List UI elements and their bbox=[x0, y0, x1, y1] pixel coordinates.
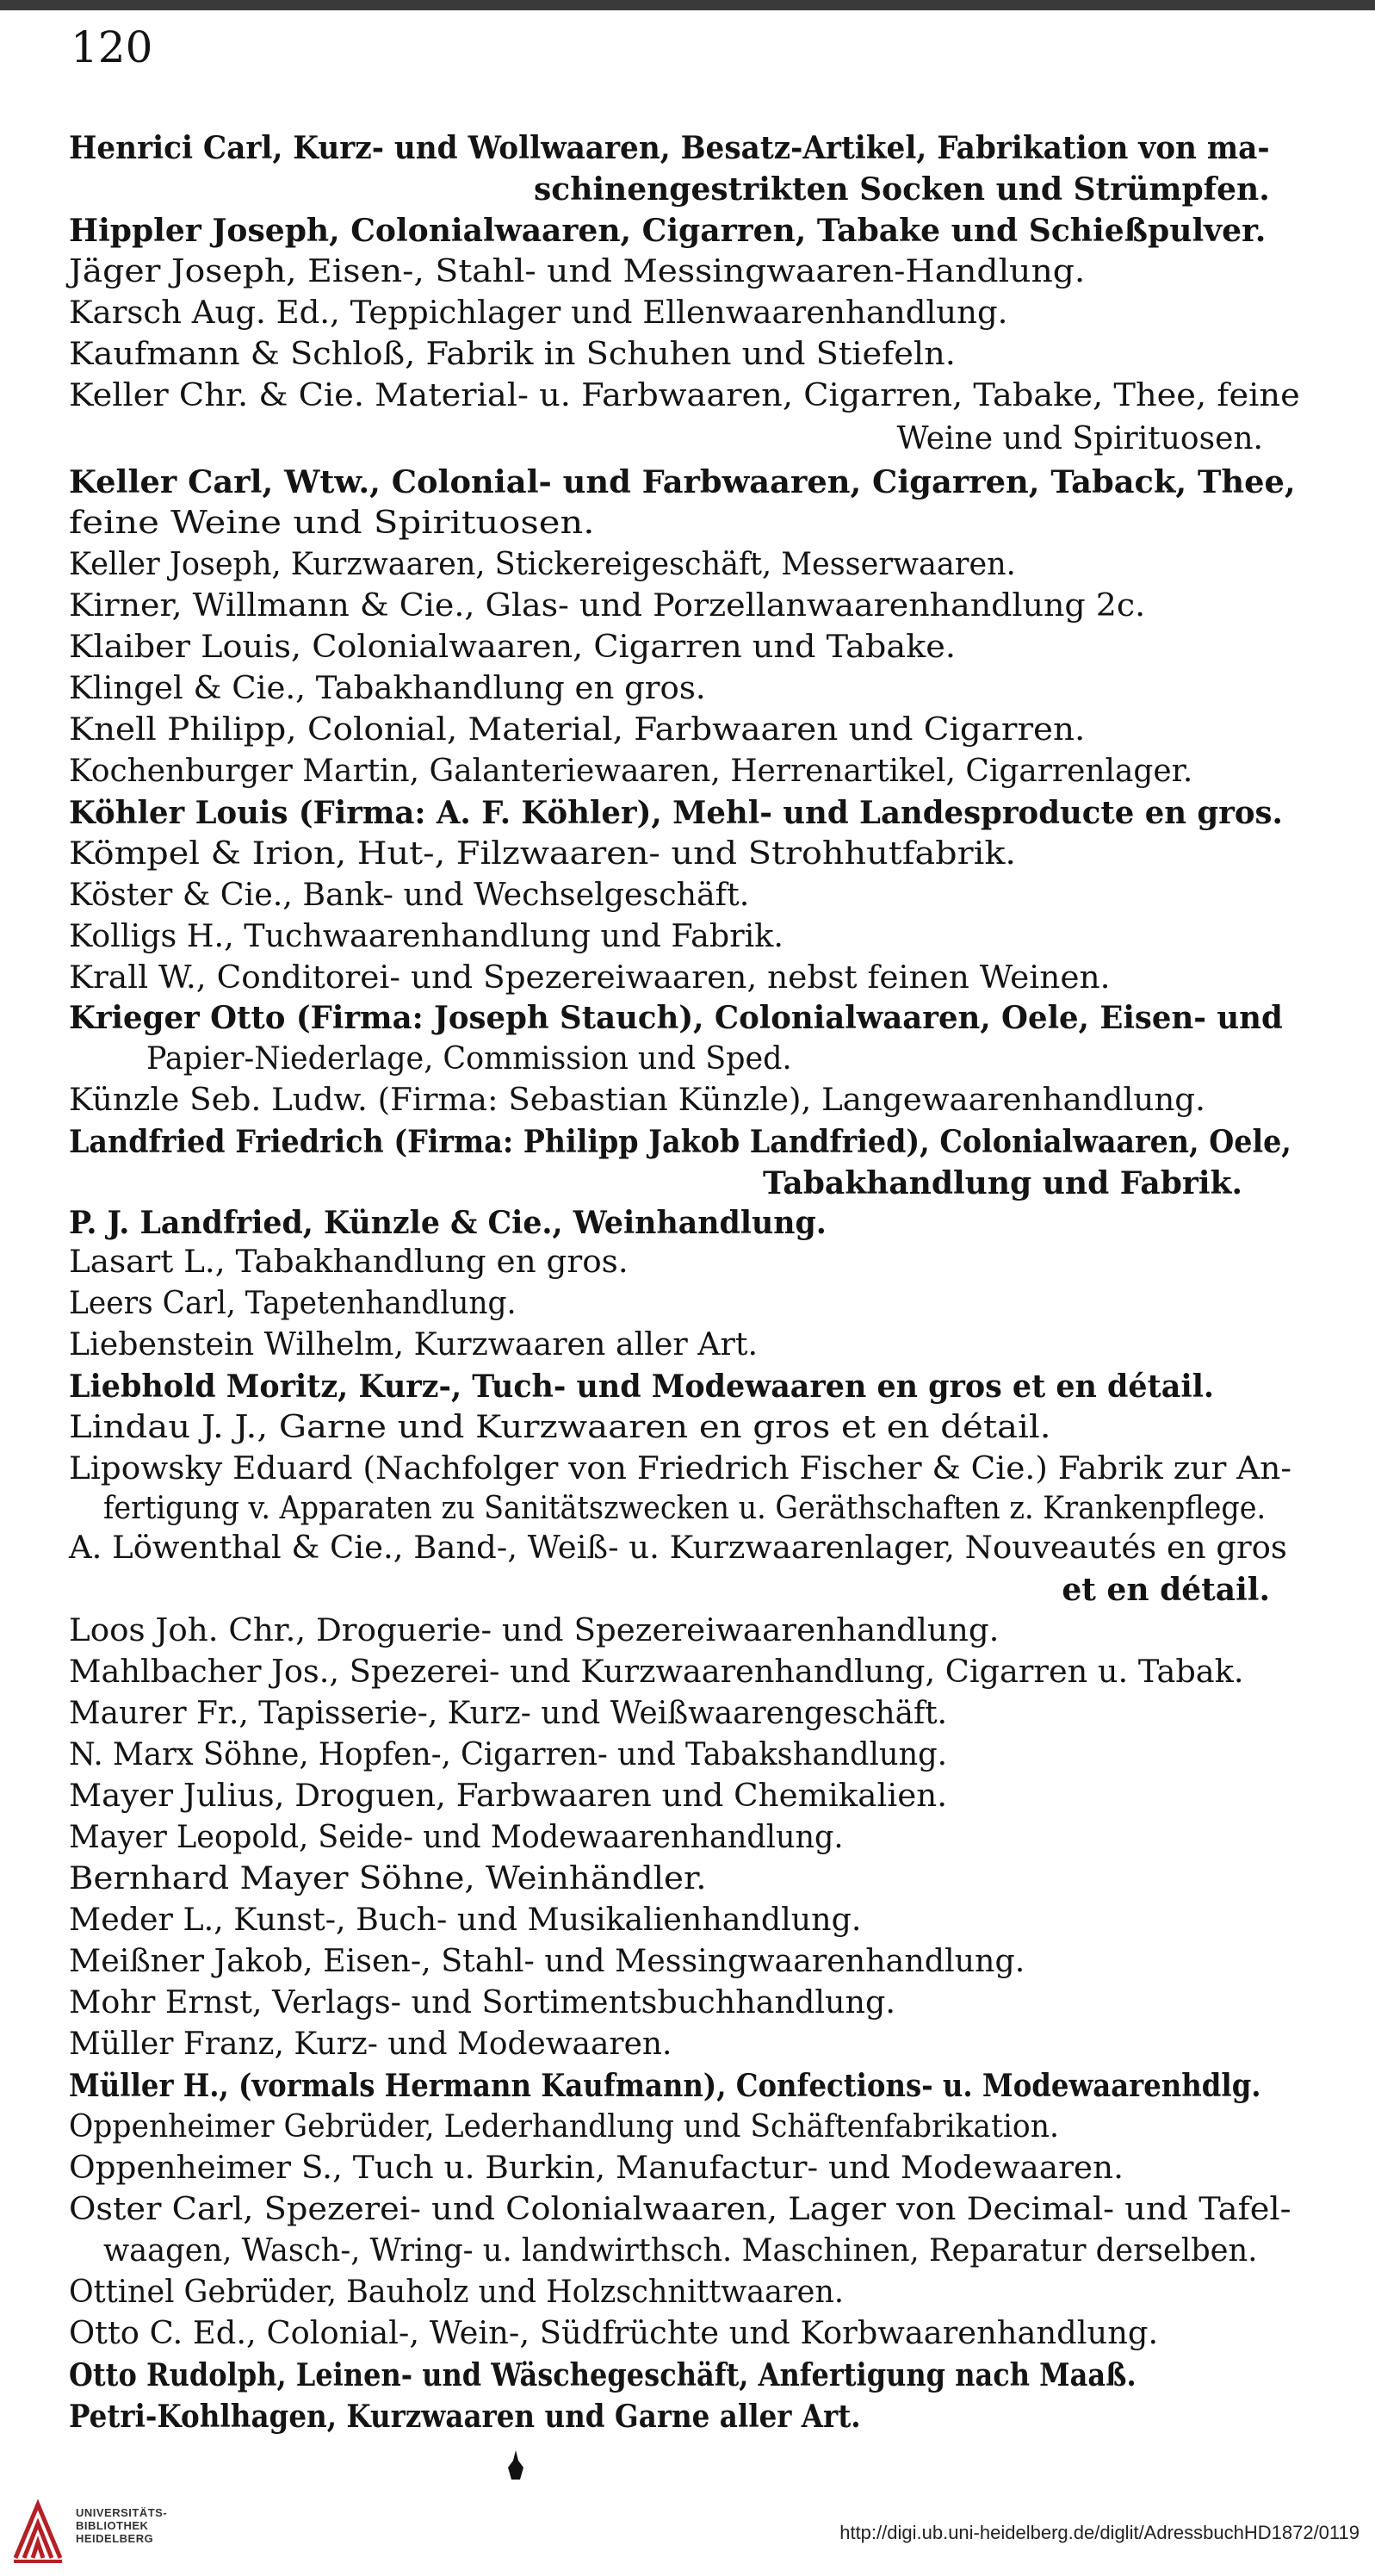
directory-entry-line: feine Weine und Spirituosen. bbox=[69, 506, 595, 541]
directory-entry-line: N. Marx Söhne, Hopfen-, Cigarren- und Tabakshandlung. bbox=[69, 1737, 947, 1772]
directory-entry-line: Otto C. Ed., Colonial-, Wein-, Südfrüchte und Korbwaarenhandlung. bbox=[69, 2316, 1159, 2351]
directory-entry-line: Meißner Jakob, Eisen-, Stahl- und Messingwaarenhandlung. bbox=[69, 1944, 1025, 1979]
ornament-icon bbox=[506, 2450, 525, 2480]
directory-entry-line: Bernhard Mayer Söhne, Weinhändler. bbox=[69, 1861, 707, 1896]
directory-entry-line: Jäger Joseph, Eisen-, Stahl- und Messingwaaren-Handlung. bbox=[69, 254, 1086, 289]
directory-entry-line: Hippler Joseph, Colonialwaaren, Cigarren, Tabake und Schießpulver. bbox=[69, 213, 1267, 249]
directory-entry-line: Petri-Kohlhagen, Kurzwaaren und Garne aller Art. bbox=[69, 2399, 861, 2435]
directory-entry-line: P. J. Landfried, Künzle & Cie., Weinhandlung. bbox=[69, 1205, 827, 1241]
directory-entry-line: Mayer Julius, Droguen, Farbwaaren und Chemikalien. bbox=[69, 1778, 948, 1814]
page-number: 120 bbox=[71, 22, 153, 72]
library-name bbox=[76, 2506, 167, 2545]
directory-entry-line: Krall W., Conditorei- und Spezereiwaaren, nebst feinen Weinen. bbox=[69, 960, 1111, 996]
directory-entry-line: Papier-Niederlage, Commission und Sped. bbox=[146, 1041, 792, 1077]
directory-entry-line: Köster & Cie., Bank- und Wechselgeschäft. bbox=[69, 878, 750, 913]
directory-entry-line: waagen, Wasch-, Wring- u. landwirthsch. Maschinen, Reparatur derselben. bbox=[103, 2233, 1258, 2269]
directory-entry-line: Lindau J. J., Garne und Kurzwaaren en gros et en détail. bbox=[69, 1410, 1051, 1445]
directory-entry-line: Ottinel Gebrüder, Bauholz und Holzschnittwaaren. bbox=[69, 2275, 845, 2310]
directory-entry-line: schinengestrikten Socken und Strümpfen. bbox=[534, 171, 1270, 208]
directory-entry-line: Keller Joseph, Kurzwaaren, Stickereigeschäft, Messerwaaren. bbox=[69, 547, 1016, 582]
library-logo-icon bbox=[12, 2498, 64, 2565]
directory-entry-line: Weine und Spirituosen. bbox=[896, 421, 1263, 456]
directory-entry-line: Keller Carl, Wtw., Colonial- und Farbwaaren, Cigarren, Taback, Thee, bbox=[69, 464, 1296, 500]
directory-entry-line: Oppenheimer S., Tuch u. Burkin, Manufactur- und Modewaaren. bbox=[69, 2151, 1124, 2186]
directory-entry-line: Klaiber Louis, Colonialwaaren, Cigarren und Tabake. bbox=[69, 630, 956, 665]
directory-entry-line: Oster Carl, Spezerei- und Colonialwaaren, Lager von Decimal- und Tafel- bbox=[69, 2192, 1291, 2227]
directory-entry-line: Tabakhandlung und Fabrik. bbox=[763, 1165, 1242, 1201]
directory-entry-line: Kolligs H., Tuchwaarenhandlung und Fabrik. bbox=[69, 919, 784, 954]
directory-entry-line: Lasart L., Tabakhandlung en gros. bbox=[69, 1245, 629, 1280]
directory-entry-line: Oppenheimer Gebrüder, Lederhandlung und Schäftenfabrikation. bbox=[69, 2109, 1059, 2145]
directory-entry-line: Loos Joh. Chr., Droguerie- und Spezereiwaarenhandlung. bbox=[69, 1613, 1000, 1648]
directory-entry-line: fertigung v. Apparaten zu Sanitätszwecken u. Geräthschaften z. Krankenpflege. bbox=[103, 1491, 1267, 1526]
library-name-line: BIBLIOTHEK bbox=[76, 2519, 149, 2532]
directory-entry-line: Müller H., (vormals Hermann Kaufmann), Confections- u. Modewaarenhdlg. bbox=[69, 2068, 1261, 2104]
directory-entry-line: Klingel & Cie., Tabakhandlung en gros. bbox=[69, 671, 706, 706]
directory-entry-line: Mayer Leopold, Seide- und Modewaarenhandlung. bbox=[69, 1820, 844, 1855]
directory-entry-line: Kaufmann & Schloß, Fabrik in Schuhen und Stiefeln. bbox=[69, 337, 956, 372]
directory-entry-line: Otto Rudolph, Leinen- und Wäschegeschäft, Anfertigung nach Maaß. bbox=[69, 2357, 1137, 2393]
directory-entry-line: Henrici Carl, Kurz- und Wollwaaren, Besatz-Artikel, Fabrikation von ma- bbox=[69, 130, 1270, 166]
directory-entry-line: Kirner, Willmann & Cie., Glas- und Porzellanwaarenhandlung 2c. bbox=[69, 588, 1146, 624]
footer bbox=[0, 2479, 1375, 2576]
directory-entry-line: Kömpel & Irion, Hut-, Filzwaaren- und Strohhutfabrik. bbox=[69, 836, 1017, 872]
directory-entry-line: Künzle Seb. Ludw. (Firma: Sebastian Künzle), Langewaarenhandlung. bbox=[69, 1083, 1205, 1118]
source-url-link[interactable]: http://digi.ub.uni-heidelberg.de/diglit/AdressbuchHD1872/0119 bbox=[839, 2522, 1360, 2543]
directory-entry-line: Kochenburger Martin, Galanteriewaaren, Herrenartikel, Cigarrenlager. bbox=[69, 754, 1193, 789]
library-name-line: UNIVERSITÄTS- bbox=[76, 2506, 168, 2519]
directory-entry-line: Leers Carl, Tapetenhandlung. bbox=[69, 1286, 517, 1321]
directory-entry-line: Liebhold Moritz, Kurz-, Tuch- und Modewaaren en gros et en détail. bbox=[69, 1369, 1214, 1405]
directory-entry-line: Liebenstein Wilhelm, Kurzwaaren aller Art. bbox=[69, 1327, 758, 1362]
directory-entry-line: Maurer Fr., Tapisserie-, Kurz- und Weißwaarengeschäft. bbox=[69, 1696, 947, 1731]
directory-entry-line: Keller Chr. & Cie. Material- u. Farbwaaren, Cigarren, Tabake, Thee, feine bbox=[69, 378, 1300, 413]
directory-entry-line: Meder L., Kunst-, Buch- und Musikalienhandlung. bbox=[69, 1903, 862, 1938]
directory-entry-line: Mahlbacher Jos., Spezerei- und Kurzwaarenhandlung, Cigarren u. Tabak. bbox=[69, 1654, 1244, 1690]
directory-entry-line: Landfried Friedrich (Firma: Philipp Jakob Landfried), Colonialwaaren, Oele, bbox=[69, 1124, 1291, 1160]
directory-entry-line: Mohr Ernst, Verlags- und Sortimentsbuchhandlung. bbox=[69, 1985, 895, 2020]
directory-entry-line: Karsch Aug. Ed., Teppichlager und Ellenwaarenhandlung. bbox=[69, 295, 1008, 331]
directory-entry-line: Köhler Louis (Firma: A. F. Köhler), Mehl- und Landesproducte en gros. bbox=[69, 795, 1283, 831]
directory-entry-line: Müller Franz, Kurz- und Modewaaren. bbox=[69, 2027, 672, 2062]
directory-entry-line: et en détail. bbox=[1062, 1572, 1270, 1608]
directory-entry-line: A. Löwenthal & Cie., Band-, Weiß- u. Kurzwaarenlager, Nouveautés en gros bbox=[69, 1530, 1287, 1566]
directory-entry-line: Lipowsky Eduard (Nachfolger von Friedrich Fischer & Cie.) Fabrik zur An- bbox=[69, 1451, 1291, 1487]
directory-entry-line: Krieger Otto (Firma: Joseph Stauch), Colonialwaaren, Oele, Eisen- und bbox=[69, 1000, 1283, 1036]
directory-entry-line: Knell Philipp, Colonial, Material, Farbwaaren und Cigarren. bbox=[69, 712, 1086, 748]
library-name-line: HEIDELBERG bbox=[76, 2532, 154, 2545]
